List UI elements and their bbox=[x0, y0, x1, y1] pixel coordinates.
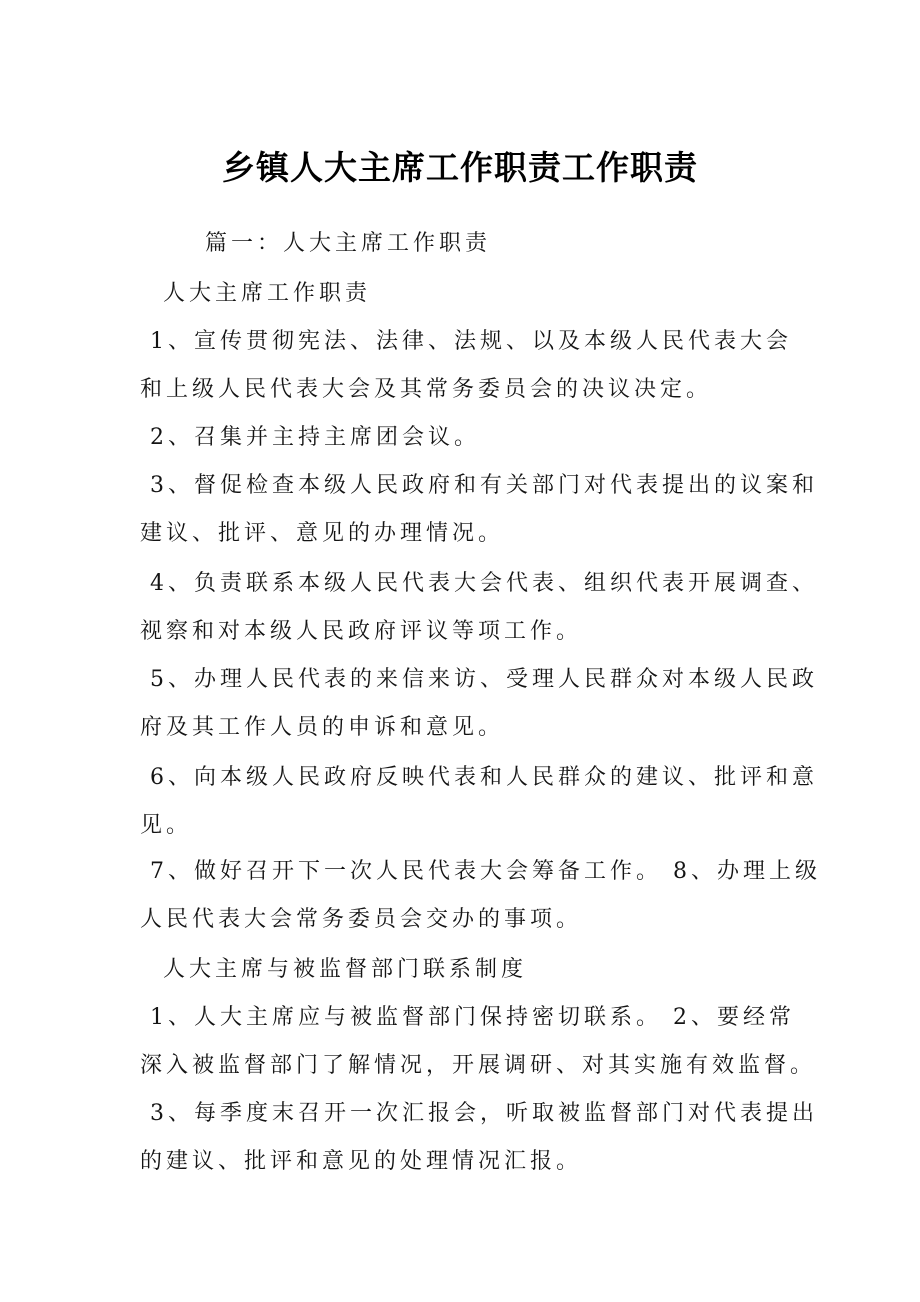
paragraph-line: 3、每季度末召开一次汇报会，听取被监督部门对代表提出 bbox=[150, 1101, 818, 1126]
paragraph-line: 深入被监督部门了解情况，开展调研、对其实施有效监督。 bbox=[140, 1053, 817, 1078]
paragraph-line: 7、做好召开下一次人民代表大会筹备工作。 8、办理上级 bbox=[150, 859, 821, 884]
document-title: 乡镇人大主席工作职责工作职责 bbox=[222, 148, 698, 187]
subheading: 人大主席工作职责 bbox=[163, 281, 372, 306]
paragraph-line: 视察和对本级人民政府评议等项工作。 bbox=[140, 619, 583, 644]
paragraph-line: 4、负责联系本级人民代表大会代表、组织代表开展调查、 bbox=[150, 571, 818, 596]
paragraph-line: 和上级人民代表大会及其常务委员会的决议决定。 bbox=[140, 377, 713, 402]
subheading: 人大主席与被监督部门联系制度 bbox=[163, 957, 528, 982]
section-heading: 篇一：人大主席工作职责 bbox=[205, 231, 492, 256]
paragraph-line: 的建议、批评和意见的处理情况汇报。 bbox=[140, 1149, 583, 1174]
paragraph-line: 府及其工作人员的申诉和意见。 bbox=[140, 715, 505, 740]
paragraph-line: 6、向本级人民政府反映代表和人民群众的建议、批评和意 bbox=[150, 765, 818, 790]
paragraph-line: 建议、批评、意见的办理情况。 bbox=[140, 521, 505, 546]
paragraph-line: 3、督促检查本级人民政府和有关部门对代表提出的议案和 bbox=[150, 473, 818, 498]
paragraph-line: 1、宣传贯彻宪法、法律、法规、以及本级人民代表大会 bbox=[150, 329, 792, 354]
paragraph-line: 见。 bbox=[140, 813, 193, 838]
paragraph-line: 5、办理人民代表的来信来访、受理人民群众对本级人民政 bbox=[150, 667, 818, 692]
paragraph-line: 2、召集并主持主席团会议。 bbox=[150, 425, 480, 450]
paragraph-line: 人民代表大会常务委员会交办的事项。 bbox=[140, 907, 583, 932]
paragraph-line: 1、人大主席应与被监督部门保持密切联系。 2、要经常 bbox=[150, 1005, 795, 1030]
